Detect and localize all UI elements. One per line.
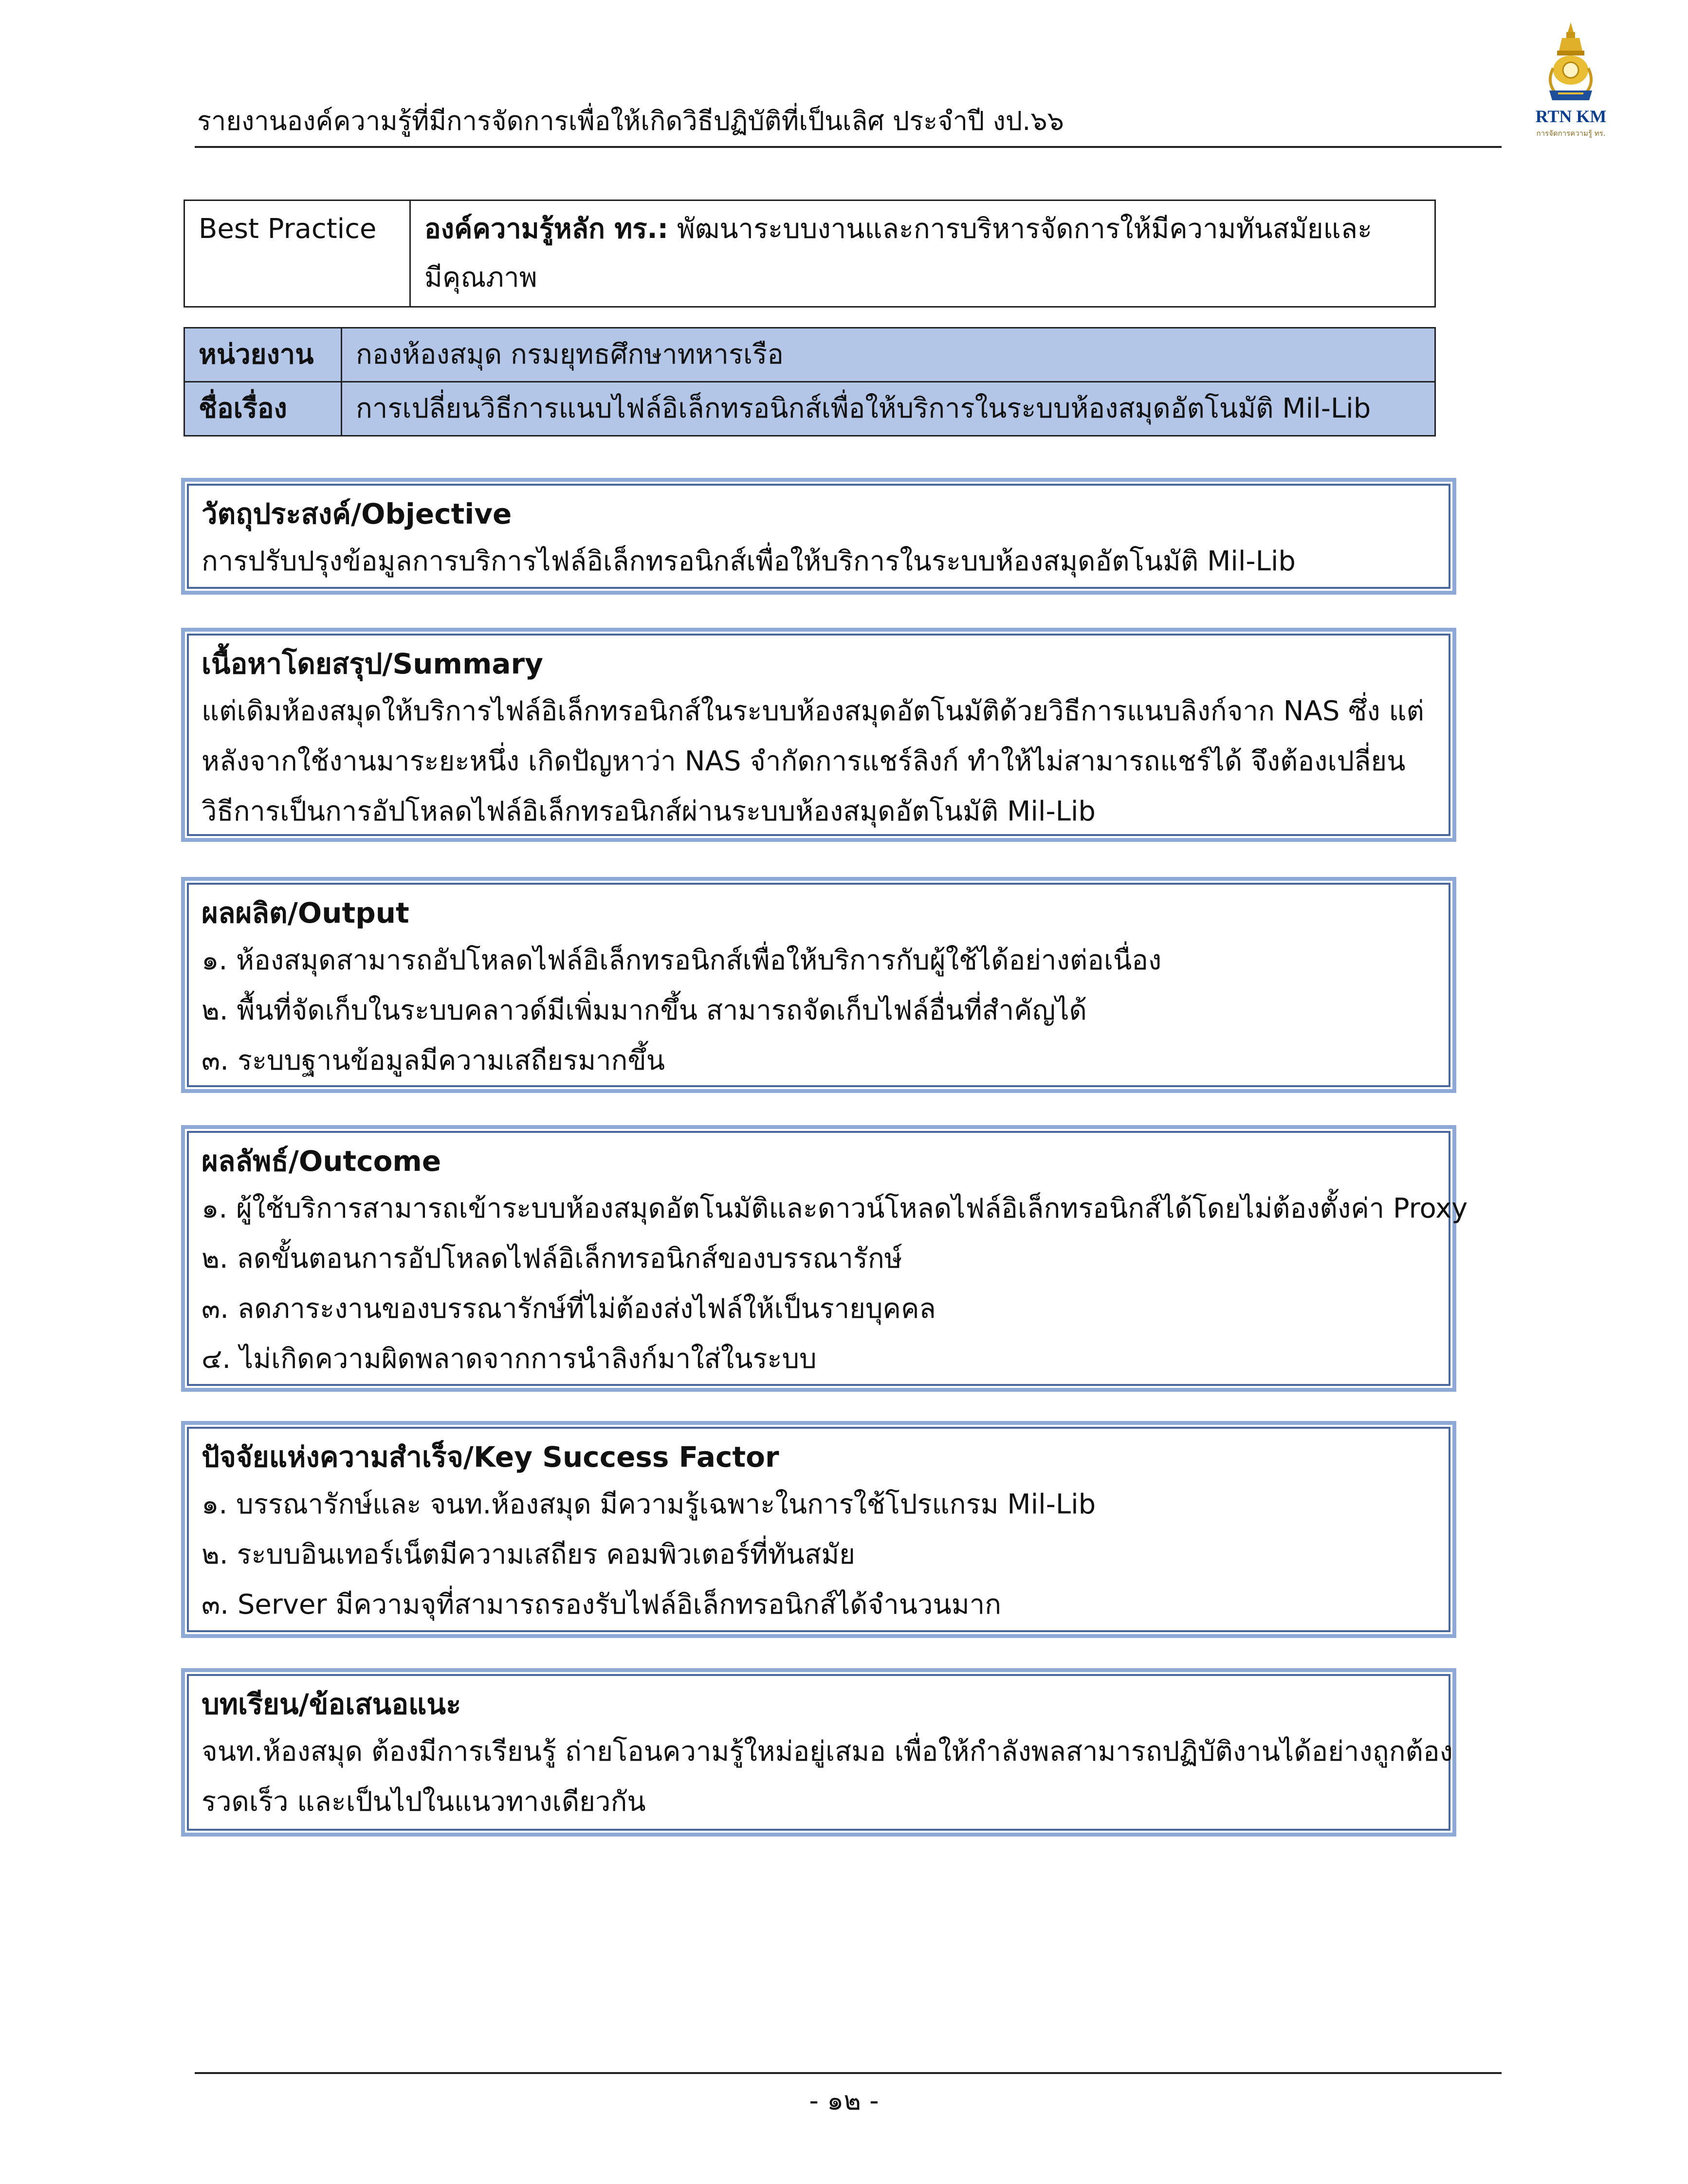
output-line: ๓. ระบบฐานข้อมูลมีความเสถียรมากขึ้น	[202, 1045, 665, 1076]
unit-value: กองห้องสมุด กรมยุทธศึกษาทหารเรือ	[342, 328, 1435, 382]
unit-label: หน่วยงาน	[184, 328, 342, 382]
outcome-section	[181, 1125, 1468, 1392]
objective-title: วัตถุประสงค์/Objective	[202, 497, 512, 530]
best-practice-topic-line2: มีคุณภาพ	[424, 262, 537, 293]
logo-subtext: การจัดการความรู้ ทร.	[1536, 129, 1606, 138]
logo-text: RTN KM	[1535, 107, 1607, 126]
best-practice-topic-line1: พัฒนาระบบงานและการบริหารจัดการให้มีความทันสมัยและ	[668, 213, 1373, 245]
output-line: ๒. พื้นที่จัดเก็บในระบบคลาวด์มีเพิ่มมากขึ้น สามารถจัดเก็บไฟล์อื่นที่สำคัญได้	[202, 995, 1087, 1026]
summary-title: เนื้อหาโดยสรุป/Summary	[202, 647, 543, 680]
outcome-line: ๔. ไม่เกิดความผิดพลาดจากการนำลิงก์มาใส่ในระบบ	[202, 1343, 817, 1375]
key-success-factor-line: ๓. Server มีความจุที่สามารถรองรับไฟล์อิเล็กทรอนิกส์ได้จำนวนมาก	[202, 1589, 1002, 1620]
rtn-km-logo	[1521, 19, 1621, 146]
best-practice-table	[183, 200, 1436, 308]
footer-divider	[195, 2072, 1502, 2074]
outcome-line: ๒. ลดขั้นตอนการอัปโหลดไฟล์อิเล็กทรอนิกส์ของบรรณารักษ์	[202, 1243, 902, 1274]
key-success-factor-line: ๑. บรรณารักษ์และ จนท.ห้องสมุด มีความรู้เฉพาะในการใช้โปรแกรม Mil-Lib	[202, 1489, 1096, 1520]
header-divider	[195, 146, 1502, 148]
output-section	[181, 877, 1456, 1093]
output-line: ๑. ห้องสมุดสามารถอัปโหลดไฟล์อิเล็กทรอนิกส์เพื่อให้บริการกับผู้ใช้ได้อย่างต่อเนื่อง	[202, 945, 1162, 976]
crown-emblem-icon	[1521, 19, 1621, 107]
lessons-title: บทเรียน/ข้อเสนอแนะ	[202, 1688, 461, 1721]
summary-line: แต่เดิมห้องสมุดให้บริการไฟล์อิเล็กทรอนิกส์ในระบบห้องสมุดอัตโนมัติด้วยวิธีการแนบลิงก์จาก NAS ซึ่ง แต่	[202, 695, 1424, 727]
header-title: รายงานองค์ความรู้ที่มีการจัดการเพื่อให้เกิดวิธีปฏิบัติที่เป็นเลิศ ประจำปี งป.๖๖	[197, 106, 1064, 136]
unit-row	[184, 328, 1435, 382]
best-practice-topic	[410, 200, 1435, 307]
info-table	[183, 327, 1436, 437]
title-label: ชื่อเรื่อง	[184, 382, 342, 436]
outcome-line: ๑. ผู้ใช้บริการสามารถเข้าระบบห้องสมุดอัตโนมัติและดาวน์โหลดไฟล์อิเล็กทรอนิกส์ได้โดยไม่ต้องตั้งค่า Proxy	[202, 1193, 1468, 1224]
output-title: ผลผลิต/Output	[202, 896, 409, 929]
title-value: การเปลี่ยนวิธีการแนบไฟล์อิเล็กทรอนิกส์เพื่อให้บริการในระบบห้องสมุดอัตโนมัติ Mil-Lib	[342, 382, 1435, 436]
objective-line: การปรับปรุงข้อมูลการบริการไฟล์อิเล็กทรอนิกส์เพื่อให้บริการในระบบห้องสมุดอัตโนมัติ Mil-Lib	[202, 546, 1296, 577]
summary-line: หลังจากใช้งานมาระยะหนึ่ง เกิดปัญหาว่า NAS จำกัดการแชร์ลิงก์ ทำให้ไม่สามารถแชร์ได้ จึงต้องเปลี่ยน	[202, 746, 1406, 777]
key-success-factor-title: ปัจจัยแห่งความสำเร็จ/Key Success Factor	[202, 1440, 779, 1474]
lessons-section	[181, 1668, 1456, 1837]
lessons-line: จนท.ห้องสมุด ต้องมีการเรียนรู้ ถ่ายโอนความรู้ใหม่อยู่เสมอ เพื่อให้กำลังพลสามารถปฏิบัติงานได้อย่างถูกต้อง	[202, 1736, 1453, 1767]
key-success-factor-section	[181, 1421, 1456, 1638]
lessons-line: รวดเร็ว และเป็นไปในแนวทางเดียวกัน	[202, 1786, 646, 1818]
key-success-factor-line: ๒. ระบบอินเทอร์เน็ตมีความเสถียร คอมพิวเตอร์ที่ทันสมัย	[202, 1539, 855, 1570]
title-row	[184, 382, 1435, 436]
outcome-line: ๓. ลดภาระงานของบรรณารักษ์ที่ไม่ต้องส่งไฟล์ให้เป็นรายบุคคล	[202, 1293, 936, 1325]
best-practice-label: Best Practice	[184, 200, 410, 307]
summary-line: วิธีการเป็นการอัปโหลดไฟล์อิเล็กทรอนิกส์ผ่านระบบห้องสมุดอัตโนมัติ Mil-Lib	[202, 796, 1096, 827]
best-practice-topic-bold: องค์ความรู้หลัก ทร.:	[424, 213, 669, 245]
objective-section	[181, 478, 1456, 595]
outcome-title: ผลลัพธ์/Outcome	[202, 1145, 441, 1178]
summary-section	[181, 628, 1456, 842]
page-number: - ๑๒ -	[809, 2085, 879, 2116]
